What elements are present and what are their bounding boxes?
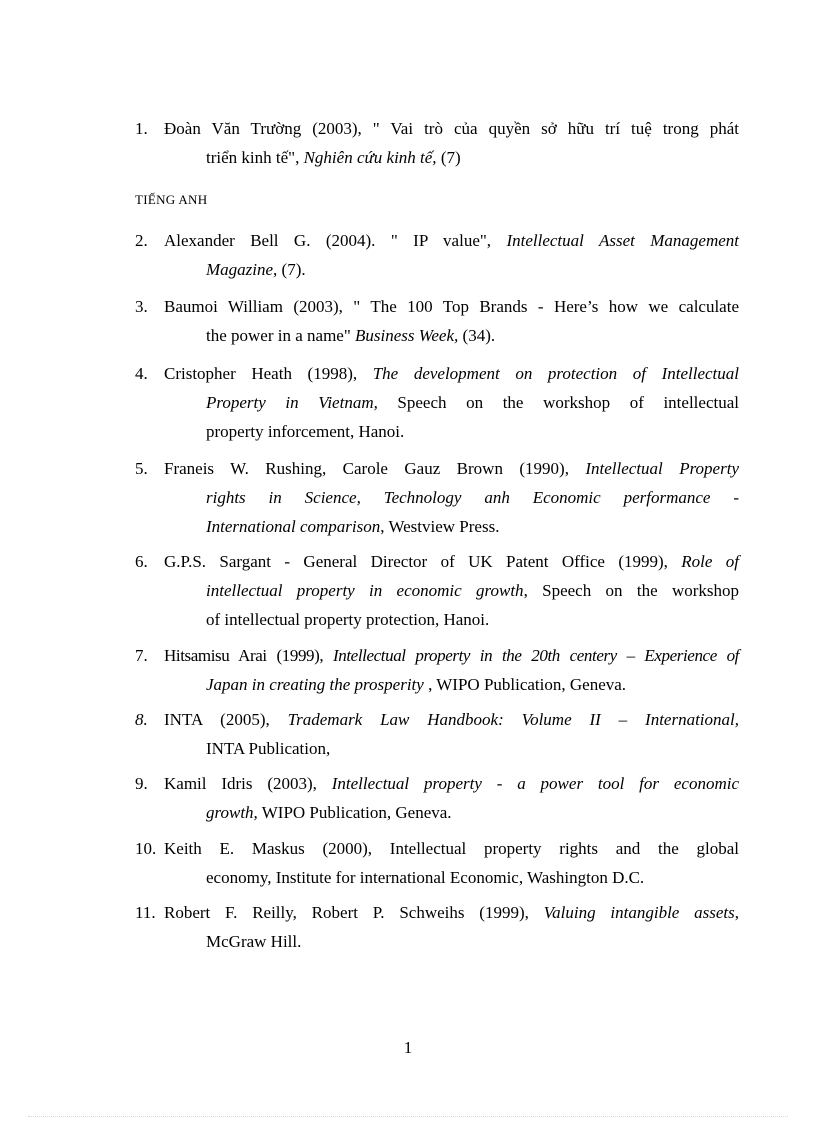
reference-number: 4. bbox=[135, 364, 148, 383]
reference-line: of intellectual property protection, Hanoi. bbox=[206, 610, 490, 629]
reference-line: property inforcement, Hanoi. bbox=[206, 422, 405, 441]
reference-number: 11. bbox=[135, 903, 156, 922]
reference-line: G.P.S. Sargant - General Director of UK Patent Office (1999), Role of bbox=[164, 552, 739, 571]
reference-line: Cristopher Heath (1998), The development on protection of Intellectual bbox=[164, 364, 739, 383]
reference-line: Hitsamisu Arai (1999), Intellectual property in the 20th centery – Experience of bbox=[164, 646, 740, 665]
reference-line: the power in a name" Business Week, (34). bbox=[206, 326, 496, 345]
reference-line: INTA (2005), Trademark Law Handbook: Volume II – International, bbox=[164, 710, 740, 729]
reference-line: Keith E. Maskus (2000), Intellectual property rights and the global bbox=[164, 839, 739, 858]
reference-line: rights in Science, Technology anh Economic performance - bbox=[206, 488, 739, 507]
reference-item bbox=[135, 226, 739, 284]
reference-number: 5. bbox=[135, 459, 148, 478]
reference-number: 8. bbox=[135, 710, 148, 729]
reference-number: 9. bbox=[135, 774, 148, 793]
reference-line: INTA Publication, bbox=[206, 739, 331, 758]
reference-line: growth, WIPO Publication, Geneva. bbox=[206, 803, 452, 822]
reference-item bbox=[135, 705, 739, 763]
reference-line: economy, Institute for international Economic, Washington D.C. bbox=[206, 868, 645, 887]
page-border-dotted bbox=[28, 1116, 788, 1117]
reference-item bbox=[135, 114, 739, 172]
reference-item bbox=[135, 769, 739, 827]
reference-line: Alexander Bell G. (2004). " IP value", Intellectual Asset Management bbox=[164, 231, 739, 250]
page-number: 1 bbox=[403, 1038, 413, 1057]
reference-number: 6. bbox=[135, 552, 148, 571]
reference-item bbox=[135, 547, 739, 634]
reference-number: 2. bbox=[135, 231, 148, 250]
reference-item bbox=[135, 641, 739, 699]
reference-line: Baumoi William (2003), " The 100 Top Brands - Here’s how we calculate bbox=[164, 297, 739, 316]
section-heading: TIẾNG ANH bbox=[135, 192, 208, 207]
reference-line: Franeis W. Rushing, Carole Gauz Brown (1990), Intellectual Property bbox=[164, 459, 739, 478]
reference-line: Kamil Idris (2003), Intellectual property - a power tool for economic bbox=[164, 774, 739, 793]
reference-number: 1. bbox=[135, 119, 148, 138]
reference-line: Japan in creating the prosperity , WIPO Publication, Geneva. bbox=[206, 675, 627, 694]
reference-line: Đoàn Văn Trường (2003), " Vai trò của quyền sở hữu trí tuệ trong phát bbox=[164, 119, 739, 138]
reference-item bbox=[135, 359, 739, 446]
reference-item bbox=[135, 834, 739, 892]
reference-line: Property in Vietnam, Speech on the workshop of intellectual bbox=[206, 393, 739, 412]
reference-line: Robert F. Reilly, Robert P. Schweihs (1999), Valuing intangible assets, bbox=[164, 903, 740, 922]
reference-item bbox=[135, 292, 739, 350]
reference-line: International comparison, Westview Press. bbox=[206, 517, 500, 536]
reference-number: 10. bbox=[135, 839, 157, 858]
reference-line: Magazine, (7). bbox=[206, 260, 306, 279]
reference-item bbox=[135, 454, 739, 541]
reference-line: intellectual property in economic growth, Speech on the workshop bbox=[206, 581, 739, 600]
reference-line: triển kinh tế", Nghiên cứu kinh tế, (7) bbox=[206, 148, 461, 167]
reference-number: 3. bbox=[135, 297, 148, 316]
reference-line: McGraw Hill. bbox=[206, 932, 302, 951]
reference-number: 7. bbox=[135, 646, 148, 665]
reference-item bbox=[135, 898, 739, 956]
